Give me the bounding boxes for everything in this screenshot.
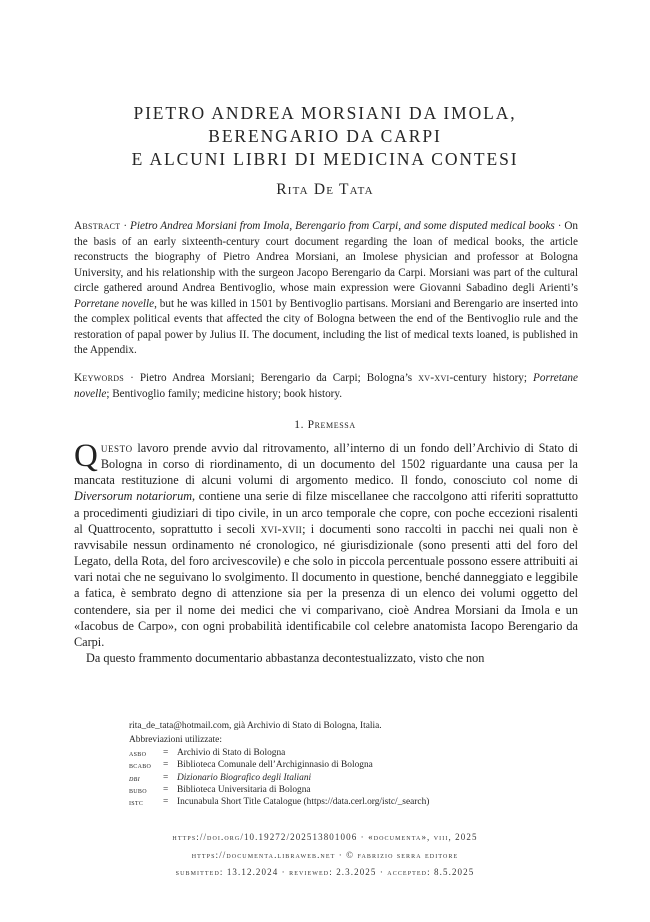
abstract-text-2: , but he was killed in 1501 by Bentivoglio partisans. Morsiani and Berengario are inserted into the complex political events that affected the city of Bologna between the end of the Bentivoglio rule and the restoration of papal power by Julius II. The document, including the list of medical texts loaned, is published in the Appendix. bbox=[74, 297, 578, 356]
abbreviation-row bbox=[129, 784, 529, 796]
paragraph-1-part-a: lavoro prende avvio dal ritrovamento, all’interno di un fondo dell’Archivio di Stato di Bologna in corso di riordinamento, di un documento del 1502 riguardante una causa per la mancata restituzione di alcuni volumi di argomento medico. Il fondo, conosciuto col nome di bbox=[74, 441, 578, 488]
abstract-label: Abstract bbox=[74, 220, 121, 232]
abstract bbox=[74, 219, 578, 359]
abbreviation-description: Incunabula Short Title Catalogue (https://data.cerl.org/istc/_search) bbox=[177, 797, 430, 808]
abbreviation-description: Biblioteca Comunale dell’Archiginnasio di Bologna bbox=[177, 760, 373, 771]
paragraph-1-part-c: ; i documenti sono raccolti in pacchi nei quali non è ravvisabile nessun ordinamento né cronologico, né giurisdizionale (sono presenti atti del foro del Legato, della Rota, del foro arcivescovile) e che solo in piccola percentuale possono essere attribuiti ai vari notai che ne seguivano lo svolgimento. Il documento in questione, benché danneggiato e leggibile a fatica, è sembrato degno di attenzione sia per la presenza di un elenco dei volumi oggetto del contendere, sia per il nome dei medici che vi comparivano, cioè Andrea Morsiani da Imola e un «Iacobus de Carpo», con ogni probabilità identificabile col celebre anatomista Iacopo Berengario da Carpi. bbox=[74, 521, 578, 649]
abbreviation-description: Archivio di Stato di Bologna bbox=[177, 747, 286, 758]
abstract-text-1: · On the basis of an early sixteenth-century court document regarding the loan of medical books, the article reconstructs the biography of Pietro Andrea Morsiani, an Imolese physician and professor at Bologna University, and his relationship with the surgeon Jacopo Berengario da Carpi. Morsiani was part of the cultural circle gathered around Andrea Bentivoglio, whose main expression were Giovanni Sabadino degli Arienti’s bbox=[74, 220, 579, 294]
abstract-separator: · bbox=[120, 220, 131, 232]
first-word: uesto bbox=[100, 441, 133, 455]
keywords-work: Porretane novelle bbox=[74, 372, 578, 400]
publication-info bbox=[0, 829, 650, 882]
abbreviations-label: Abbreviazioni utilizzate: bbox=[129, 735, 222, 746]
article-title-line-3: E ALCUNI LIBRI DI MEDICINA CONTESI bbox=[131, 149, 519, 169]
keywords-label: Keywords bbox=[74, 372, 125, 384]
abbreviation-code: asbo bbox=[129, 747, 147, 758]
dates-line: submitted: 13.12.2024 · reviewed: 2.3.2025 · accepted: 8.5.2025 bbox=[175, 867, 475, 877]
abbreviation-code: istc bbox=[129, 797, 144, 808]
fund-name: Diversorum notariorum bbox=[74, 489, 193, 504]
keywords-century: xv-xvi bbox=[418, 372, 450, 384]
keywords-text-1: · Pietro Andrea Morsiani; Berengario da Carpi; Bologna’s bbox=[124, 372, 419, 384]
abbreviation-code: bubo bbox=[129, 785, 147, 796]
abbreviation-description: Biblioteca Universitaria di Bologna bbox=[177, 785, 311, 796]
abbreviation-equals: = bbox=[163, 760, 169, 771]
publisher-line: https://documenta.libraweb.net · © fabrizio serra editore bbox=[191, 849, 459, 860]
footnote bbox=[129, 720, 529, 809]
abbreviation-equals: = bbox=[163, 747, 169, 758]
abbreviation-equals: = bbox=[163, 797, 169, 808]
abbreviation-code: dbi bbox=[129, 772, 140, 783]
abstract-english-title: Pietro Andrea Morsiani from Imola, Berengario from Carpi, and some disputed medical books bbox=[130, 220, 555, 232]
article-title-line-2: BERENGARIO DA CARPI bbox=[208, 126, 442, 146]
author-name: Rita De Tata bbox=[276, 181, 374, 198]
keywords-text-2: -century history; bbox=[449, 372, 534, 384]
abbreviations-list bbox=[129, 747, 529, 809]
article-title-line-1: PIETRO ANDREA MORSIANI DA IMOLA, bbox=[133, 103, 517, 123]
paragraph-1-part-b: , contiene una serie di filze miscellanee che raccolgono atti riferiti soprattutto a procedimenti giudiziari di tipo civile, in un arco temporale che copre, con poche eccezioni risalenti al Quattrocento, soprattutto i secoli bbox=[74, 489, 578, 536]
body-text bbox=[74, 440, 578, 666]
abbreviation-row bbox=[129, 747, 529, 759]
keywords bbox=[74, 371, 578, 402]
abstract-work-title: Porretane novelle bbox=[74, 297, 155, 310]
abbreviation-description: Dizionario Biografico degli Italiani bbox=[177, 772, 312, 783]
keywords-text-3: ; Bentivoglio family; medicine history; book history. bbox=[106, 387, 343, 400]
author-email-line: rita_de_tata@hotmail.com, già Archivio di Stato di Bologna, Italia. bbox=[129, 721, 382, 731]
abbreviation-row bbox=[129, 796, 529, 808]
doi-line: https://doi.org/10.19272/202513801006 · «documenta», viii, 2025 bbox=[172, 832, 478, 842]
drop-cap: Q bbox=[74, 438, 98, 474]
abbreviation-row bbox=[129, 772, 529, 784]
paragraph-1 bbox=[74, 440, 578, 650]
abbreviation-row bbox=[129, 759, 529, 771]
paragraph-2: Da questo frammento documentario abbastanza decontestualizzato, visto che non bbox=[86, 651, 485, 666]
abbreviation-code: bcabo bbox=[129, 760, 152, 771]
centuries: xvi-xvii bbox=[260, 521, 303, 536]
abbreviation-equals: = bbox=[163, 785, 169, 796]
title-block bbox=[0, 102, 650, 199]
section-heading: 1. Premessa bbox=[294, 419, 356, 431]
abbreviation-equals: = bbox=[163, 772, 169, 783]
